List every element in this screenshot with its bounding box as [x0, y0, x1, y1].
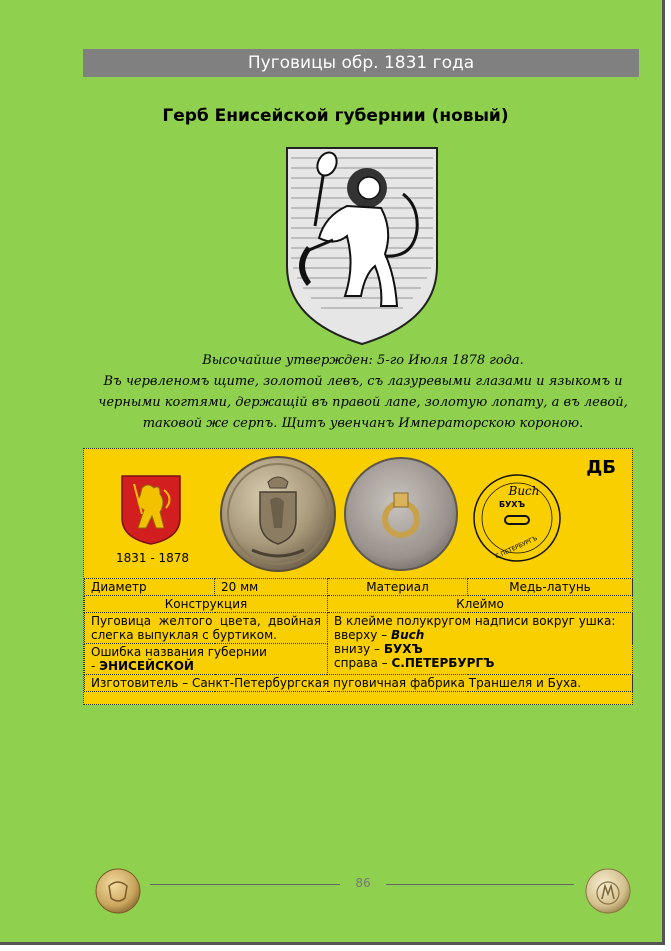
footer-divider-left [150, 884, 340, 885]
coat-of-arms-image [285, 146, 439, 346]
table-row [85, 613, 633, 644]
decree-line: Высочайше утвержден: 5-го Июля 1878 года. [202, 353, 524, 368]
diameter-label: Диаметр [85, 579, 215, 596]
material-value: Медь-латунь [468, 579, 633, 596]
construction-text: Пуговица желтого цвета, двойная слегка выпуклая с буртиком. [85, 613, 328, 644]
footer-divider-right [386, 884, 574, 885]
hallmark-top-text: Buch [508, 484, 540, 498]
hallmark-bottom-text: С.ПЕТЕРБУРГЪ [494, 534, 539, 561]
diameter-value: 20 мм [215, 579, 328, 596]
error-cell [85, 644, 328, 675]
decree-line: черными когтями, держащій въ правой лапе, золотую лопату, а въ левой, [98, 395, 628, 410]
stamp-right-label: справа – [334, 656, 392, 670]
years-label: 1831 - 1878 [116, 551, 190, 565]
stamp-right-line [334, 656, 626, 670]
construction-label: Конструкция [85, 596, 328, 613]
province-flag-image [120, 474, 182, 546]
stamp-bottom-label: внизу – [334, 642, 384, 656]
stamp-label: Клеймо [328, 596, 633, 613]
table-row [85, 579, 633, 596]
page-number: 86 [355, 876, 371, 890]
decree-line: таковой же серпъ. Щитъ увенчанъ Императорскою короною. [142, 416, 584, 431]
stamp-top-line [334, 628, 626, 642]
maker-text: Изготовитель – Санкт-Петербургская пуговичная фабрика Траншеля и Буха. [85, 675, 633, 692]
stamp-top-label: вверху – [334, 628, 391, 642]
button-info-card [83, 448, 633, 705]
error-name: ЭНИСЕЙСКОЙ [99, 659, 194, 673]
footer-coin-left-image [95, 868, 141, 914]
hallmark-drawing [472, 473, 562, 563]
footer-coin-right-image [585, 868, 631, 914]
decree-line: Въ червленомъ щите, золотой левъ, съ лазуревыми глазами и языкомъ и [103, 374, 623, 389]
header-bar: Пуговицы обр. 1831 года [83, 49, 639, 77]
stamp-intro: В клейме полукругом надписи вокруг ушка: [334, 614, 616, 628]
page-title: Герб Енисейской губернии (новый) [162, 106, 509, 126]
spec-table [84, 578, 633, 692]
material-label: Материал [328, 579, 468, 596]
error-name-prefix: - [91, 659, 100, 673]
stamp-right-value: С.ПЕТЕРБУРГЪ [391, 656, 495, 670]
button-front-image [218, 454, 338, 574]
error-text: Ошибка названия губернии [91, 645, 267, 659]
table-row [85, 675, 633, 692]
error-name-line [91, 659, 321, 673]
stamp-bottom-line [334, 642, 626, 656]
catalog-code: ДБ [586, 457, 616, 478]
card-images [84, 449, 632, 578]
hallmark-mid-text: БУХЪ [499, 500, 525, 509]
decree-text [96, 350, 630, 434]
button-back-image [342, 455, 460, 573]
table-row [85, 596, 633, 613]
stamp-top-value: Buch [390, 628, 425, 642]
stamp-bottom-value: БУХЪ [383, 642, 423, 656]
stamp-description [328, 613, 633, 675]
